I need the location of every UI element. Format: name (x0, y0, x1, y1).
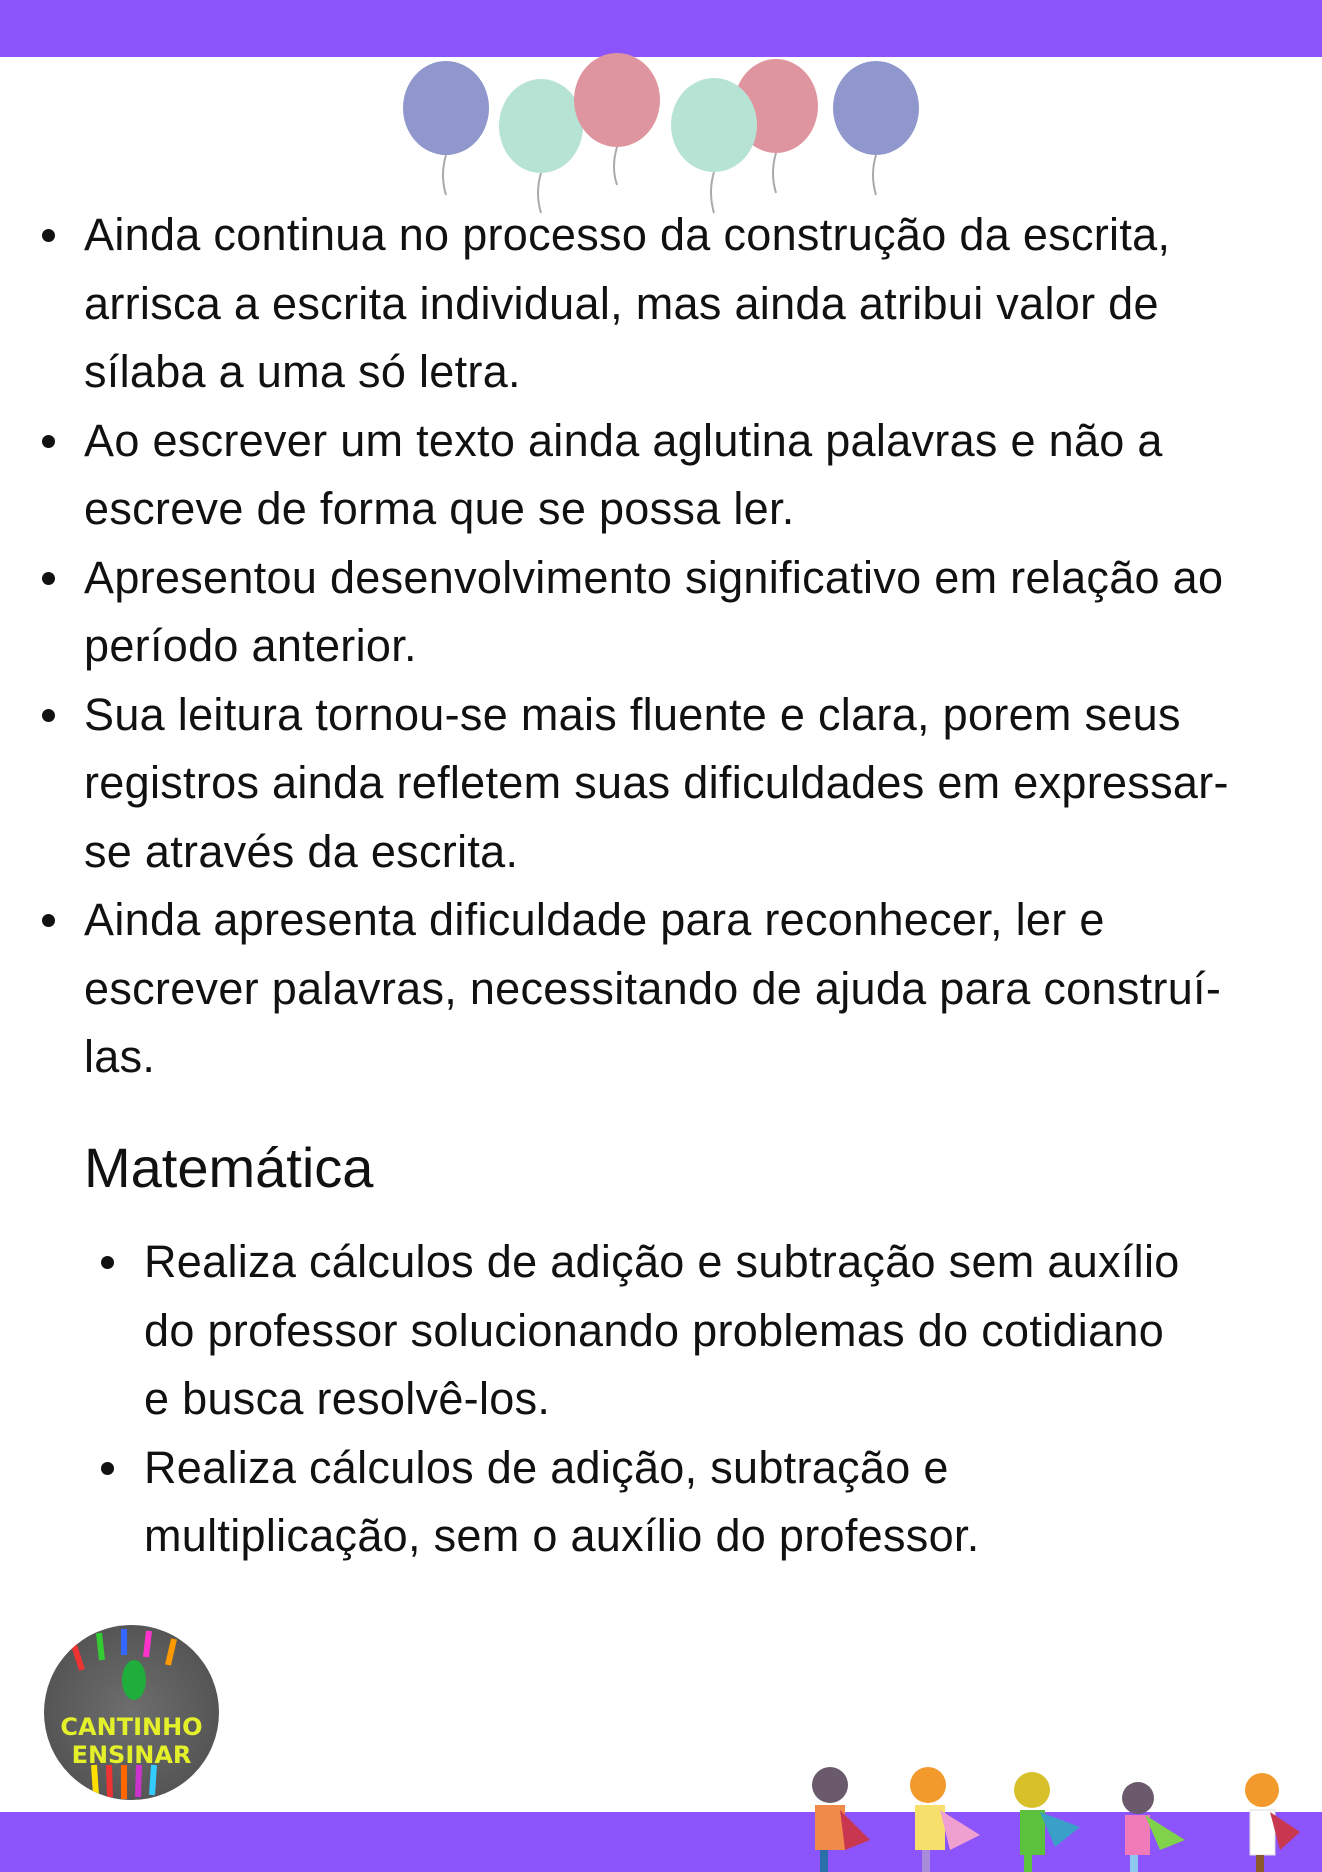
list-item-text: arrisca a escrita individual, mas ainda atribui valor de (84, 277, 1159, 329)
bullet-icon (42, 572, 55, 585)
balloons-decoration (395, 50, 935, 220)
bullet-icon (42, 709, 55, 722)
balloon-icon (574, 53, 660, 185)
logo-text-line2: ENSINAR (71, 1741, 192, 1769)
list-item-text: Ainda apresenta dificuldade para reconhecer, ler e (84, 894, 1105, 945)
bullet-icon (101, 1256, 114, 1269)
bullet-icon (101, 1462, 114, 1475)
list-item-text: Realiza cálculos de adição e subtração sem auxílio (144, 1236, 1180, 1287)
list-item-text: Realiza cálculos de adição, subtração e (144, 1441, 949, 1493)
list-item-text: período anterior. (84, 620, 417, 671)
list-item-text: multiplicação, sem o auxílio do professor. (144, 1510, 980, 1561)
balloon-icon (833, 61, 919, 195)
balloon-icon (671, 78, 757, 213)
list-item-text: se através da escrita. (84, 825, 519, 877)
kid-icon (1122, 1782, 1185, 1872)
list-item-text: Ainda continua no processo da construção da escrita, (84, 209, 1171, 260)
list-item-text: escrever palavras, necessitando de ajuda para construí- (84, 962, 1222, 1014)
balloon-icon (403, 61, 489, 195)
list-item-text: e busca resolvê-los. (144, 1373, 551, 1424)
balloon-icon (499, 79, 583, 213)
logo-text-line1: CANTINHO (60, 1713, 203, 1741)
math-heading: Matemática (84, 1136, 374, 1199)
bullet-icon (42, 435, 55, 448)
kid-icon (910, 1767, 980, 1872)
bullet-icon (42, 229, 55, 242)
kid-icon (1245, 1773, 1300, 1872)
kid-icon (1014, 1772, 1080, 1872)
list-item-text: Sua leitura tornou-se mais fluente e clara, porem seus (84, 688, 1181, 740)
list-item-text: registros ainda refletem suas dificuldades em expressar- (84, 757, 1229, 808)
kid-icon (812, 1767, 870, 1872)
list-item-text: do professor solucionando problemas do cotidiano (144, 1304, 1165, 1356)
list-item-text: las. (84, 1031, 156, 1082)
top-banner (0, 0, 1322, 57)
list-item-text: escreve de forma que se possa ler. (84, 483, 795, 534)
list-item-text: sílaba a uma só letra. (84, 346, 521, 397)
superhero-kids-illustration (810, 1750, 1322, 1872)
list-item-text: Ao escrever um texto ainda aglutina palavras e não a (84, 414, 1163, 466)
bullet-icon (42, 914, 55, 927)
cantinho-ensinar-logo (44, 1625, 219, 1800)
list-item-text: Apresentou desenvolvimento significativo em relação ao (84, 551, 1224, 603)
